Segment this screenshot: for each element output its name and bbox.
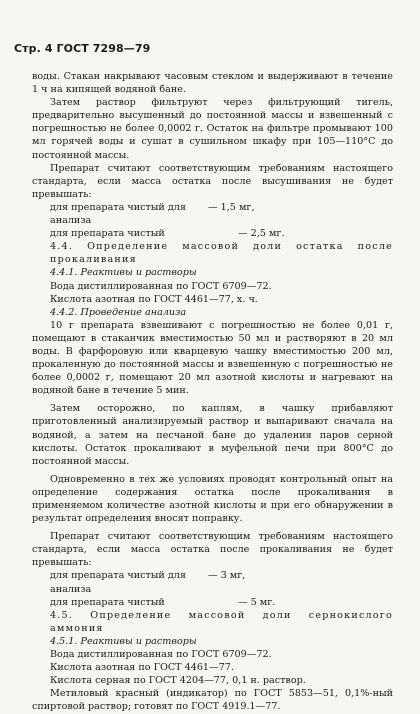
paragraph-requirement-2: Препарат считают соответствующим требованиям настоящего стандарта, если масса остатка после прокаливания не будет превышать: (32, 531, 393, 569)
document-body (32, 70, 393, 714)
reagent-item: Метиловый красный (индикатор) по ГОСТ 5853—51, 0,1%-ный спиртовой раствор; готовят по ГОСТ 4919.1—77. (32, 688, 393, 713)
paragraph-requirement-1: Препарат считают соответствующим требованиям настоящего стандарта, если масса остатка после высушивания не будет превышать: (32, 162, 393, 200)
limit-row (32, 201, 393, 227)
reagent-item: Вода дистиллированная по ГОСТ 6709—72. (50, 649, 272, 661)
limit-label: для препарата чистый для анализа (50, 201, 186, 227)
subsection-4-5-1: 4.5.1. Реактивы и растворы (50, 635, 197, 647)
reagent-item: Кислота азотная по ГОСТ 4461—77, х. ч. (50, 293, 258, 305)
limit-value: — 3 мг, (208, 570, 246, 582)
subsection-4-4-1: 4.4.1. Реактивы и растворы (50, 267, 197, 279)
reagent-item: Кислота серная по ГОСТ 4204—77, 0,1 н. раствор. (50, 675, 306, 687)
limit-value: — 1,5 мг, (208, 201, 255, 213)
limit-value: — 5 мг. (238, 596, 276, 608)
limit-label: для препарата чистый (50, 596, 165, 608)
limit-label: для препарата чистый (50, 228, 165, 240)
paragraph-evaporation: Затем осторожно, по каплям, в чашку прибавляют приготовленный анализируемый раствор и выпаривают сначала на водяной, а затем на песчаной бане до удаления паров серной кислоты. Остаток прокаливают в муфельной печи при 800°С до постоянной массы. (32, 403, 393, 467)
paragraph-filtering: Затем раствор фильтруют через фильтрующий тигель, предварительно высушенный до постоянной массы и взвешенный с погрешностью не более 0,0002 г. Остаток на фильтре промывают 100 мл горячей воды и сушат в сушильном шкафу при 105—110°С до постоянной массы. (32, 97, 393, 161)
limit-row (32, 569, 393, 595)
limit-row (32, 227, 393, 240)
section-heading-4-5: 4.5. Определение массовой доли сернокислого аммония (50, 609, 393, 634)
reagent-item: Вода дистиллированная по ГОСТ 6709—72. (50, 280, 272, 292)
section-heading-4-4: 4.4. Определение массовой доли остатка после прокаливания (50, 241, 393, 266)
reagent-item: Кислота азотная по ГОСТ 4461—77. (50, 662, 234, 674)
subsection-4-4-2: 4.4.2. Проведение анализа (50, 306, 187, 318)
paragraph-procedure: 10 г препарата взвешивают с погрешностью не более 0,01 г, помещают в стаканчик вместимостью 50 мл и растворяют в 20 мл воды. В фарфоровую или кварцевую чашку вместимостью 200 мл, прокаленную до постоянной массы и взвешенную с погрешностью не более 0,0002 г, помещают 20 мл азотной кислоты и нагревают на водяной бане в течение 5 мин. (32, 319, 393, 397)
limit-row (32, 596, 393, 609)
limit-value: — 2,5 мг. (238, 228, 285, 240)
limit-label: для препарата чистый для анализа (50, 570, 186, 595)
page-header: Стр. 4 ГОСТ 7298—79 (14, 42, 151, 55)
paragraph-control: Одновременно в тех же условиях проводят контрольный опыт на определение содержания остатка после прокаливания в применяемом количестве азотной кислоты и при его обнаружении в результат определения вносят поправку. (32, 473, 393, 525)
paragraph-continuation: воды. Стакан накрывают часовым стеклом и выдерживают в течение 1 ч на кипящей водяной бане. (32, 71, 393, 96)
